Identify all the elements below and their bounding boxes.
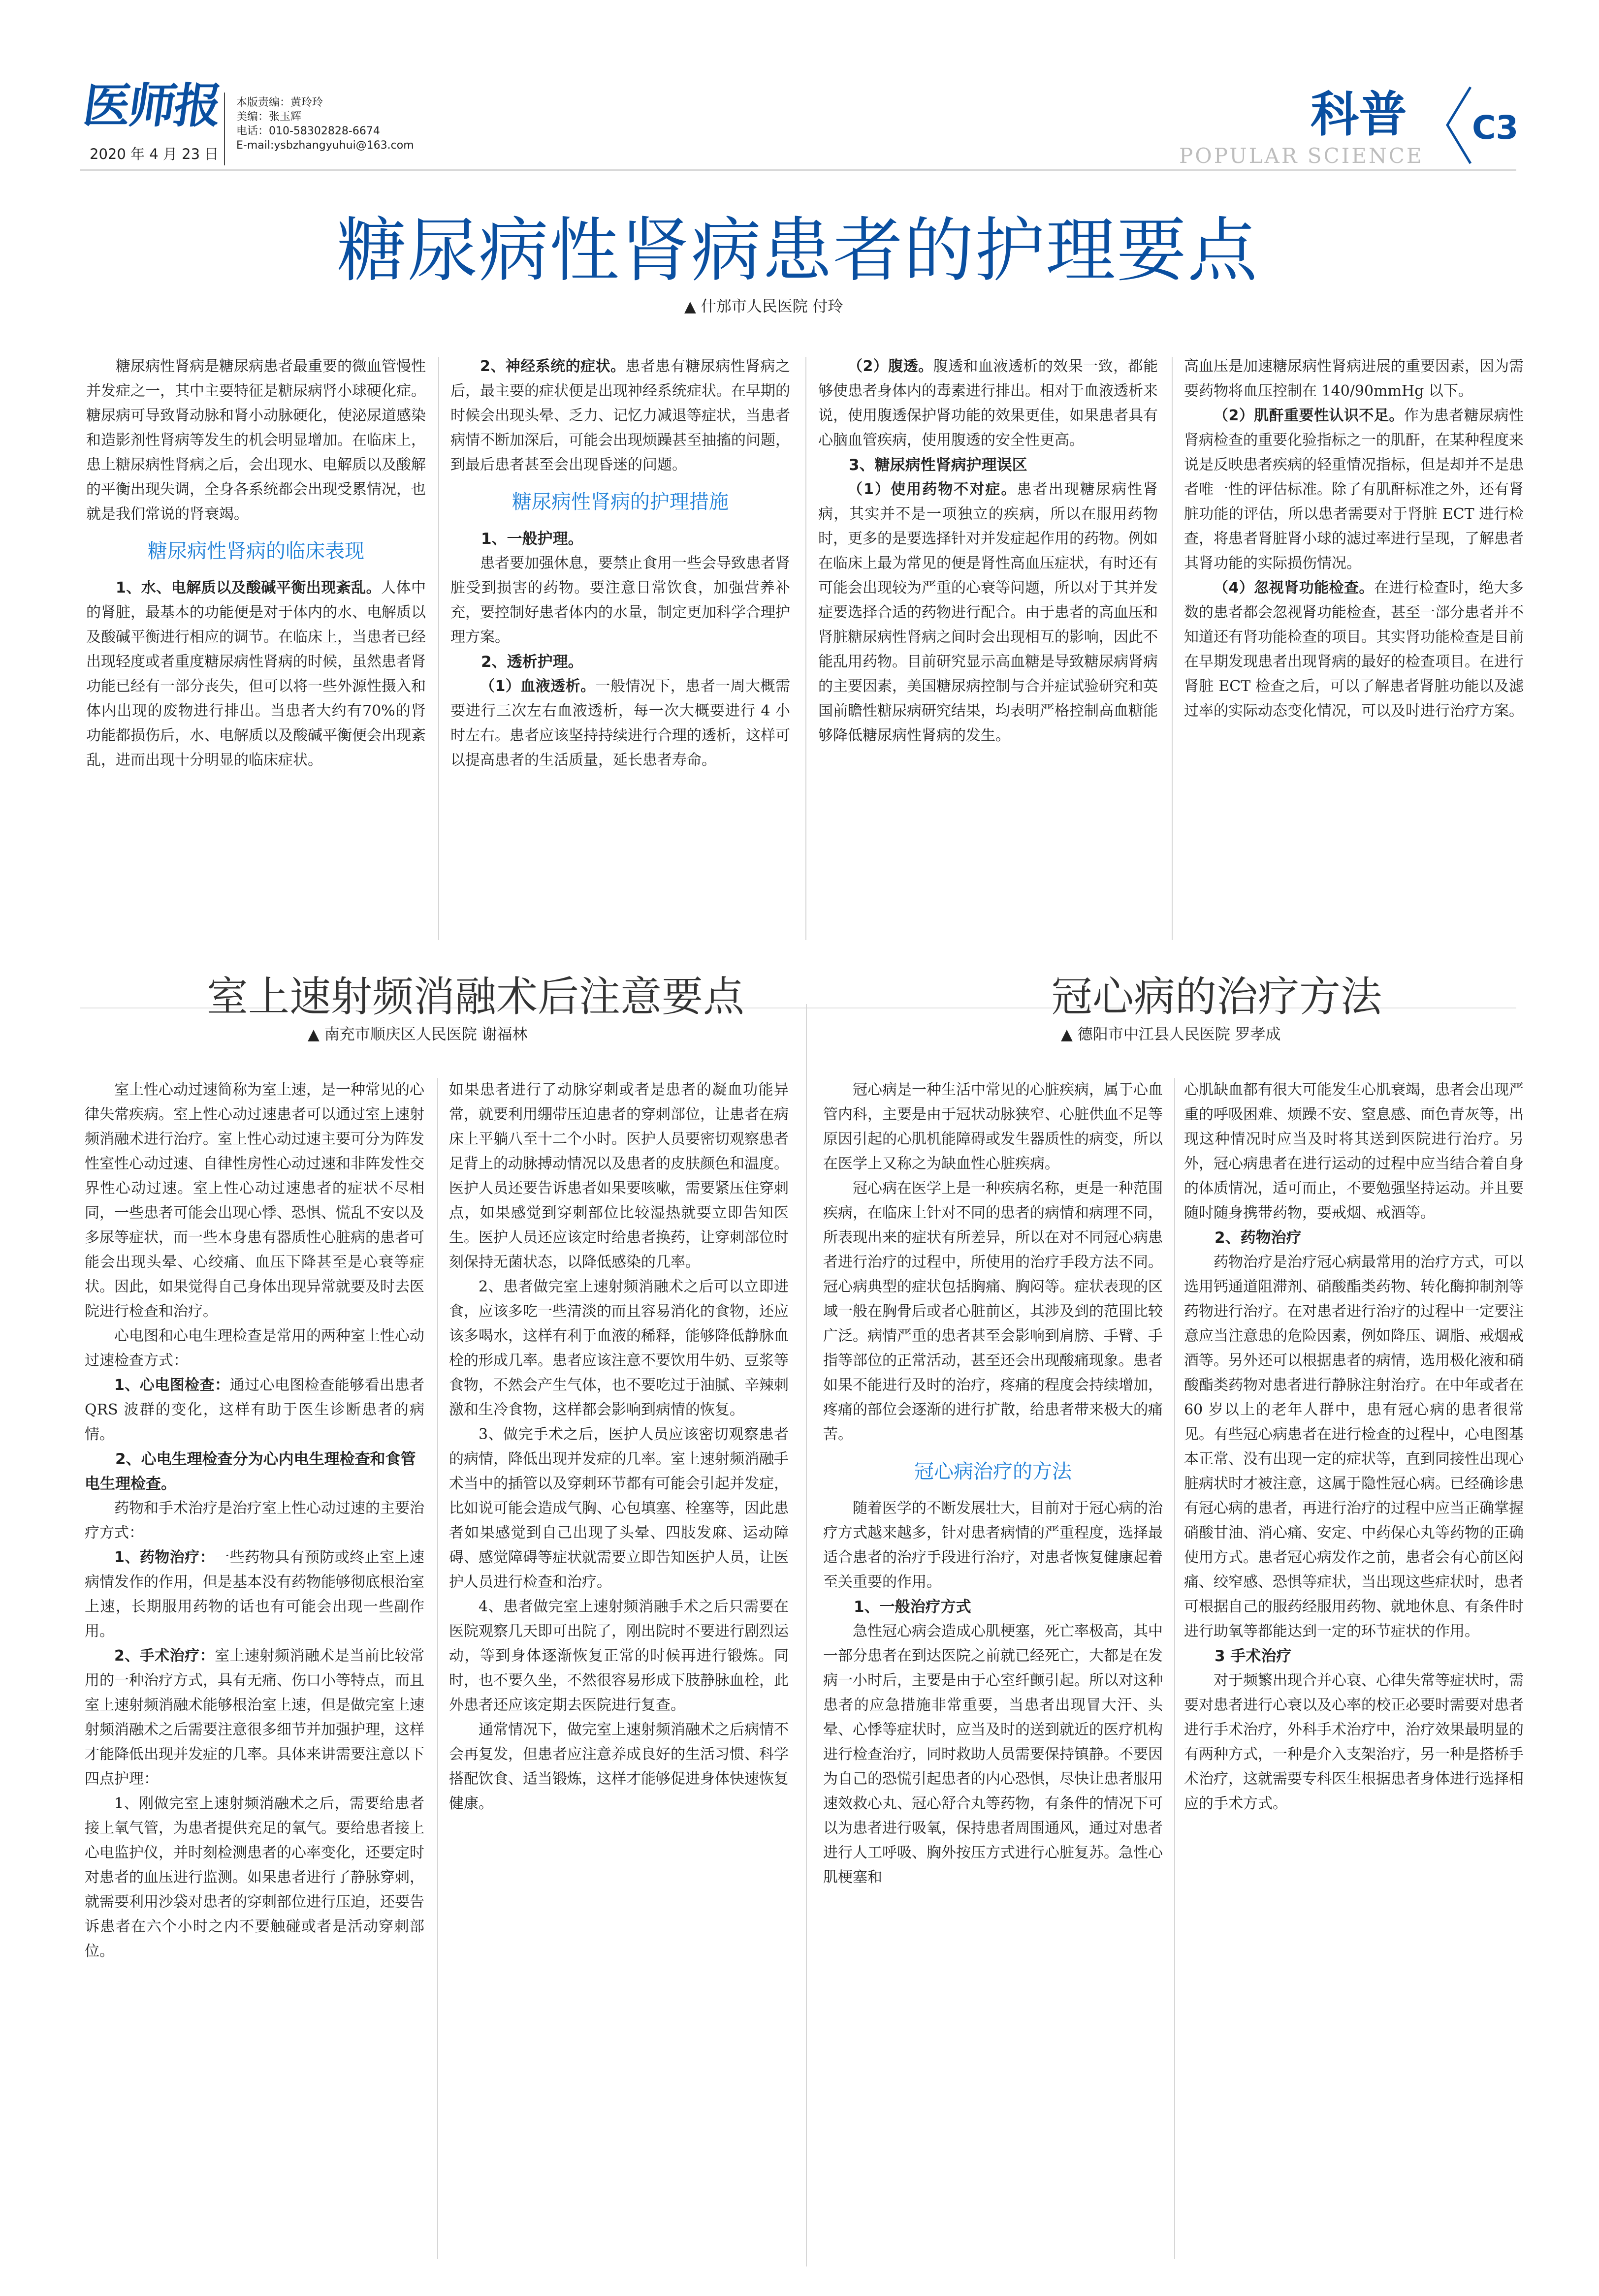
- point-heading: 1、水、电解质以及酸碱平衡出现紊乱。: [116, 579, 382, 597]
- point-heading: 2、心电生理检查分为心内电生理检查和食管电生理检查。: [85, 1450, 416, 1493]
- section-english: POPULAR SCIENCE: [1179, 144, 1424, 168]
- paragraph: 对于频繁出现合并心衰、心律失常等症状时，需要对患者进行心衰以及心率的校正必要时需要对患者进行手术治疗，外科手术治疗中，治疗效果最明显的有两种方式，一种是介入支架治疗，另一种是搭桥手术治疗，这就需要专科医生根据患者身体进行选择相应的手术方式。: [1184, 1672, 1524, 1812]
- point-heading: 1、一般治疗方式: [854, 1598, 971, 1616]
- email-line: E-mail:ysbzhangyuhui@163.com: [236, 139, 414, 152]
- paragraph: [85, 1644, 424, 1792]
- subhead: 冠心病治疗的方法: [914, 1460, 1072, 1483]
- paragraph: 高血压是加速糖尿病性肾病进展的重要因素，因为需要药物将血压控制在 140/90mmHg 以下。: [1184, 358, 1524, 400]
- paragraph: 冠心病在医学上是一种疾病名称，更是一种范围疾病，在临床上针对不同的患者的病情和病理不同，所表现出来的症状有所差异，所以在对不同冠心病患者进行治疗的过程中，所使用的治疗手段方法不同。冠心病典型的症状包括胸痛、胸闷等。症状表现的区域一般在胸骨后或者心脏前区，其涉及到的范围比较广泛。病情严重的患者甚至会影响到肩膀、手臂、手指等部位的正常活动，甚至还会出现酸痛现象。患者如果不能进行及时的治疗，疼痛的程度会持续增加，疼痛的部位会逐渐的进行扩散，给患者带来极大的痛苦。: [823, 1180, 1163, 1443]
- point-heading: 2、神经系统的症状。: [480, 358, 626, 375]
- article1-column-2: [450, 354, 790, 773]
- paragraph: [85, 1373, 424, 1447]
- point-heading: （2）肌酐重要性认识不足。: [1214, 407, 1404, 424]
- paragraph: 4、患者做完室上速射频消融手术之后只需要在医院观察几天即可出院了，刚出院时不要进行剧烈运动，等到身体逐渐恢复正常的时候再进行锻炼。同时，也不要久坐，不然很容易形成下肢静脉血栓，此外患者还应该定期去医院进行复查。: [449, 1598, 789, 1714]
- point-heading: 2、药物治疗: [1215, 1229, 1302, 1247]
- paragraph: 心电图和心电生理检查是常用的两种室上性心动过速检查方式：: [85, 1327, 424, 1369]
- page-code: C3: [1472, 109, 1519, 147]
- column-rule: [1174, 1078, 1175, 2259]
- paragraph: 药物治疗是治疗冠心病最常用的治疗方式，可以选用钙通道阻滞剂、硝酸酯类药物、转化酶抑制剂等药物进行治疗。在对患者进行治疗的过程中一定要注意应当注意患的危险因素，例如降压、调脂、戒烟戒酒等。另外还可以根据患者的病情，选用极化液和硝酸酯类药物对患者进行静脉注射治疗。在中年或者在 60 岁以上的老年人群中，患有冠心病的患者很常见。有些冠心病患者在进行检查的过程中，心电图基本正常、没有出现一定的症状等，直到同接性出现心脏病状时才被注意，这属于隐性冠心病。已经确诊患有冠心病的患者，再进行治疗的过程中应当正确掌握硝酸甘油、消心痛、安定、中药保心丸等药物的正确使用方式。患者冠心病发作之前，患者会有心前区闷痛、绞窄感、恐惧等症状，当出现这些症状时，患者可根据自己的服药经服用药物、就地休息、有条件时进行助氧等都能达到一定的环节症状的作用。: [1184, 1254, 1524, 1640]
- editor-info: [236, 95, 414, 153]
- paragraph: [818, 477, 1158, 748]
- point-heading: （1）使用药物不对症。: [848, 481, 1017, 498]
- top-rule: [80, 169, 1516, 171]
- article2-title: 室上速射频消融术后注意要点: [207, 973, 745, 1021]
- point-heading: （2）腹透。: [848, 358, 933, 375]
- subhead: 糖尿病性肾病的护理措施: [512, 491, 729, 513]
- paragraph: [450, 354, 790, 477]
- point-text: 人体中的肾脏，最基本的功能便是对于体内的水、电解质以及酸碱平衡进行相应的调节。在临床上，当患者已经出现轻度或者重度糖尿病性肾病的时候，虽然患者肾功能已经有一部分丧失，但可以将一些外源性摄入和体内出现的废物进行排出。当患者大约有70%的肾功能都损伤后，水、电解质以及酸碱平衡便会出现紊乱，进而出现十分明显的临床症状。: [86, 579, 426, 769]
- point-heading: 1、一般护理。: [481, 530, 583, 548]
- article3-column-1: [823, 1078, 1163, 1890]
- point-text: 通过心电图检查能够看出患者 QRS 波群的变化，这样有助于医生诊断患者的病情。: [85, 1377, 425, 1443]
- article3-byline: ▲ 德阳市中江县人民医院 罗孝成: [1061, 1026, 1281, 1043]
- phone-line: 电话：010-58302828-6674: [236, 125, 380, 137]
- column-rule: [805, 357, 806, 940]
- paragraph: 冠心病是一种生活中常见的心脏疾病，属于心血管内科，主要是由于冠状动脉狭窄、心脏供血不足等原因引起的心肌机能障碍或发生器质性的病变，所以在医学上又称之为缺血性心脏疾病。: [823, 1081, 1163, 1172]
- paragraph: 心肌缺血都有很大可能发生心肌衰竭，患者会出现严重的呼吸困难、烦躁不安、窒息感、面色青灰等，出现这种情况时应当及时将其送到医院进行治疗。另外，冠心病患者在进行运动的过程中应当结合着自身的体质情况，适可而止，不要勉强坚持运动。并且要随时随身携带药物，要戒烟、戒酒等。: [1184, 1081, 1524, 1222]
- paragraph: [85, 1545, 424, 1644]
- point-text: 患者出现糖尿病性肾病，其实并不是一项独立的疾病，所以在服用药物时，更多的是要选择针对并发症起作用的药物。例如在临床上最为常见的便是肾性高血压症状，有时还有可能会出现较为严重的心衰等问题，所以对于其并发症要选择合适的药物进行配合。由于患者的高血压和肾脏糖尿病性肾病之间时会出现相互的影响，因此不能乱用药物。目前研究显示高血糖是导致糖尿病肾病的主要因素，美国糖尿病控制与合并症试验研究和英国前瞻性糖尿病研究结果，均表明严格控制高血糖能够降低糖尿病性肾病的发生。: [818, 481, 1158, 744]
- article2-byline: ▲ 南充市顺庆区人民医院 谢福林: [308, 1026, 528, 1043]
- point-text: 一般情况下，患者一周大概需要进行三次左右血液透析，每一次大概要进行 4 小时左右。患者应该坚持持续进行合理的透析，这样可以提高患者的生活质量，延长患者寿命。: [450, 678, 791, 769]
- point-heading: 1、心电图检查：: [114, 1377, 230, 1394]
- point-text: 在进行检查时，绝大多数的患者都会忽视肾功能检查，甚至一部分患者并不知道还有肾功能检查的项目。其实肾功能检查是目前在早期发现患者出现肾病的最好的检查项目。在进行肾脏 ECT 检查之后，可以了解患者肾脏功能以及滤过率的实际动态变化情况，可以及时进行治疗方案。: [1184, 579, 1524, 720]
- column-rule: [437, 1078, 438, 2259]
- paragraph: [818, 354, 1158, 453]
- paragraph: 如果患者进行了动脉穿刺或者是患者的凝血功能异常，就要利用绷带压迫患者的穿刺部位，让患者在病床上平躺八至十二个小时。医护人员要密切观察患者足背上的动脉搏动情况以及患者的皮肤颜色和温度。医护人员还要告诉患者如果要咳嗽，需要紧压住穿刺点，如果感觉到穿刺部位比较湿热就要立即告知医生。医护人员还应该定时给患者换药，让穿刺部位时刻保持无菌状态，以降低感染的几率。: [449, 1081, 789, 1271]
- article1-byline: ▲ 什邡市人民医院 付玲: [684, 298, 843, 315]
- paragraph: 3、做完手术之后，医护人员应该密切观察患者的病情，降低出现并发症的几率。室上速射频消融手术当中的插管以及穿刺环节都有可能会引起并发症，比如说可能会造成气胸、心包填塞、栓塞等，因此患者如果感觉到自己出现了头晕、四肢发麻、运动障碍、感觉障碍等症状就需要立即告知医护人员，让医护人员进行检查和治疗。: [449, 1426, 789, 1591]
- paragraph: 室上性心动过速简称为室上速，是一种常见的心律失常疾病。室上性心动过速患者可以通过室上速射频消融术进行治疗。室上性心动过速主要可分为阵发性室性心动过速、自律性房性心动过速和非阵发性交界性心动过速。室上性心动过速患者的症状不尽相同，一些患者可能会出现心悸、恐惧、慌乱不安以及多尿等症状，而一些本身患有器质性心脏病的患者可能会出现头晕、心绞痛、血压下降甚至是心衰等症状。因此，如果觉得自己身体出现异常就要及时去医院进行检查和治疗。: [85, 1081, 424, 1320]
- point-text: 室上速射频消融术是当前比较常用的一种治疗方式，具有无痛、伤口小等特点，而且室上速射频消融术能够根治室上速，但是做完室上速射频消融术之后需要注意很多细节并加强护理，这样才能降低出现并发症的几率。具体来讲需要注意以下四点护理：: [85, 1647, 425, 1788]
- point-text: 作为患者糖尿病性肾病检查的重要化验指标之一的肌酐，在某种程度来说是反映患者疾病的轻重情况指标，但是却并不是患者唯一性的评估标准。除了有肌酐标准之外，还有肾脏功能的评估，所以患者需要对于肾脏 ECT 进行检查，将患者肾脏肾小球的滤过率进行呈现，了解患者其肾功能的实际损伤情况。: [1184, 407, 1524, 572]
- point-heading: 3、糖尿病性肾病护理误区: [849, 456, 1027, 474]
- paragraph: 糖尿病性肾病是糖尿病患者最重要的微血管慢性并发症之一，其中主要特征是糖尿病肾小球硬化症。糖尿病可导致肾动脉和肾小动脉硬化，使泌尿道感染和造影剂性肾病等发生的机会明显增加。在临床上，患上糖尿病性肾病之后，会出现水、电解质以及酸解的平衡出现失调，全身各系统都会出现受累情况，也就是我们常说的肾衰竭。: [86, 358, 426, 523]
- article-divider: [806, 1004, 807, 2266]
- point-heading: 2、手术治疗：: [114, 1647, 215, 1665]
- article2-column-1: [85, 1078, 424, 1964]
- point-text: 一些药物具有预防或终止室上速病情发作的作用，但是基本没有药物能够彻底根治室上速，长期服用药物的话也有可能会出现一些副作用。: [85, 1549, 425, 1640]
- point-heading: 3 手术治疗: [1215, 1647, 1292, 1665]
- point-heading: 1、药物治疗：: [114, 1549, 215, 1566]
- masthead-divider: [224, 93, 225, 165]
- column-rule: [1172, 357, 1173, 940]
- point-text: 患者患有糖尿病性肾病之后，最主要的症状便是出现神经系统症状。在早期的时候会出现头晕、乏力、记忆力减退等症状，当患者病情不断加深后，可能会出现烦躁甚至抽搐的问题，到最后患者甚至会出现昏迷的问题。: [450, 358, 790, 473]
- article1-column-4: [1184, 354, 1524, 723]
- point-heading: （4）忽视肾功能检查。: [1214, 579, 1374, 597]
- paragraph: 药物和手术治疗是治疗室上性心动过速的主要治疗方式：: [85, 1500, 424, 1541]
- paragraph: 急性冠心病会造成心肌梗塞，死亡率极高，其中一部分患者在到达医院之前就已经死亡，大都是在发病一小时后，主要是由于心室纤颤引起。所以对这种患者的应急措施非常重要，当患者出现冒大汗、头晕、心悸等症状时，应当及时的送到就近的医疗机构进行检查治疗，同时救助人员需要保持镇静。不要因为自己的恐慌引起患者的内心恐惧，尽快让患者服用速效救心丸、冠心舒合丸等药物，有条件的情况下可以为患者进行吸氧，保持患者周围通风，通过对患者进行人工呼吸、胸外按压方式进行心脏复苏。急性心肌梗塞和: [823, 1623, 1163, 1886]
- article1-column-3: [818, 354, 1158, 748]
- paragraph: 1、刚做完室上速射频消融术之后，需要给患者接上氧气管，为患者提供充足的氧气。要给患者接上心电监护仪，并时刻检测患者的心率变化，还要定时对患者的血压进行监测。如果患者进行了静脉穿刺，就需要利用沙袋对患者的穿刺部位进行压迫，还要告诉患者在六个小时之内不要触碰或者是活动穿刺部位。: [85, 1795, 424, 1960]
- paragraph: 2、患者做完室上速射频消融术之后可以立即进食，应该多吃一些清淡的而且容易消化的食物，还应该多喝水，这样有利于血液的稀释，能够降低静脉血栓的形成几率。患者应该注意不要饮用牛奶、豆浆等食物，不然会产生气体，也不要吃过于油腻、辛辣刺激和生冷食物，这样都会影响到病情的恢复。: [449, 1278, 789, 1418]
- issue-date: 2020 年 4 月 23 日: [90, 146, 219, 162]
- paragraph: [1184, 404, 1524, 576]
- article1-title: 糖尿病性肾病患者的护理要点: [337, 210, 1258, 291]
- paragraph: [86, 576, 426, 773]
- editor-line: 本版责编：黄玲玲: [236, 96, 323, 109]
- paragraph: 随着医学的不断发展壮大，目前对于冠心病的治疗方式越来越多，针对患者病情的严重程度，选择最适合患者的治疗手段进行治疗，对患者恢复健康起着至关重要的作用。: [823, 1500, 1163, 1591]
- article2-column-2: [449, 1078, 789, 1816]
- article1-column-1: [86, 354, 426, 773]
- paragraph: 通常情况下，做完室上速射频消融术之后病情不会再复发，但患者应注意养成良好的生活习惯、科学搭配饮食、适当锻炼，这样才能够促进身体快速恢复健康。: [449, 1721, 789, 1812]
- paragraph: [450, 674, 790, 773]
- newspaper-logo: 医师报: [80, 78, 224, 133]
- point-heading: （1）血液透析。: [480, 678, 596, 695]
- subhead: 糖尿病性肾病的临床表现: [148, 540, 364, 563]
- article3-title: 冠心病的治疗方法: [1051, 973, 1382, 1021]
- designer-line: 美编：张玉辉: [236, 111, 302, 123]
- section-name: 科普: [1311, 87, 1407, 143]
- point-heading: 2、透析护理。: [481, 653, 583, 671]
- point-text: 腹透和血液透析的效果一致，都能够使患者身体内的毒素进行排出。相对于血液透析来说，使用腹透保护肾功能的效果更佳，如果患者具有心脑血管疾病，使用腹透的安全性更高。: [818, 358, 1158, 449]
- article3-column-2: [1184, 1078, 1524, 1816]
- paragraph: 患者要加强休息，要禁止食用一些会导致患者肾脏受到损害的药物。要注意日常饮食，加强营养补充，要控制好患者体内的水量，制定更加科学合理护理方案。: [450, 555, 790, 646]
- paragraph: [1184, 576, 1524, 723]
- column-rule: [438, 357, 439, 940]
